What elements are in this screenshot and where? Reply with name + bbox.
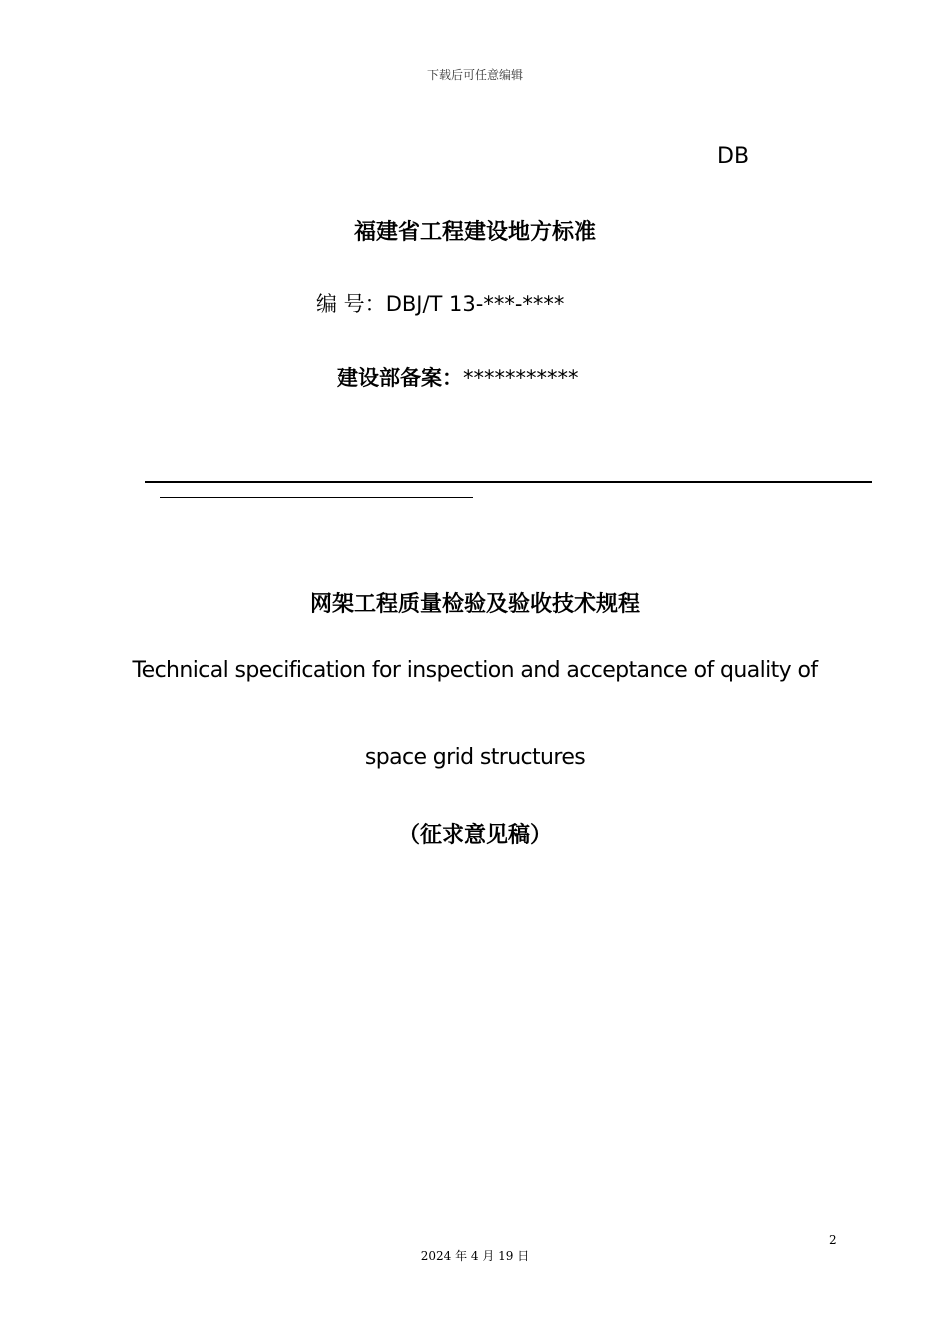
filing-number-line bbox=[337, 362, 579, 392]
issuing-authority: 福建省工程建设地方标准 bbox=[353, 220, 596, 245]
draft-status: （征求意见稿） bbox=[397, 823, 552, 848]
standard-type-mark: DB bbox=[717, 144, 750, 169]
standard-code-line bbox=[316, 288, 564, 318]
header-note: 下载后可任意编辑 bbox=[426, 68, 523, 82]
divider-long bbox=[145, 481, 872, 483]
document-title-chinese: 网架工程质量检验及验收技术规程 bbox=[309, 592, 640, 617]
standard-code-label: 编 号： bbox=[316, 292, 386, 316]
footer-date: 2024 年 4 月 19 日 bbox=[420, 1249, 530, 1263]
document-title-english-line-2: space grid structures bbox=[364, 745, 586, 770]
divider-short bbox=[160, 497, 473, 498]
document-title-english-line-1: Technical specification for inspection and acceptance of quality of bbox=[132, 658, 818, 683]
standard-code-value: DBJ/T 13-***-**** bbox=[385, 292, 565, 316]
page-number: 2 bbox=[829, 1233, 837, 1247]
filing-number-value: *********** bbox=[463, 366, 579, 390]
filing-number-label: 建设部备案： bbox=[337, 366, 463, 390]
